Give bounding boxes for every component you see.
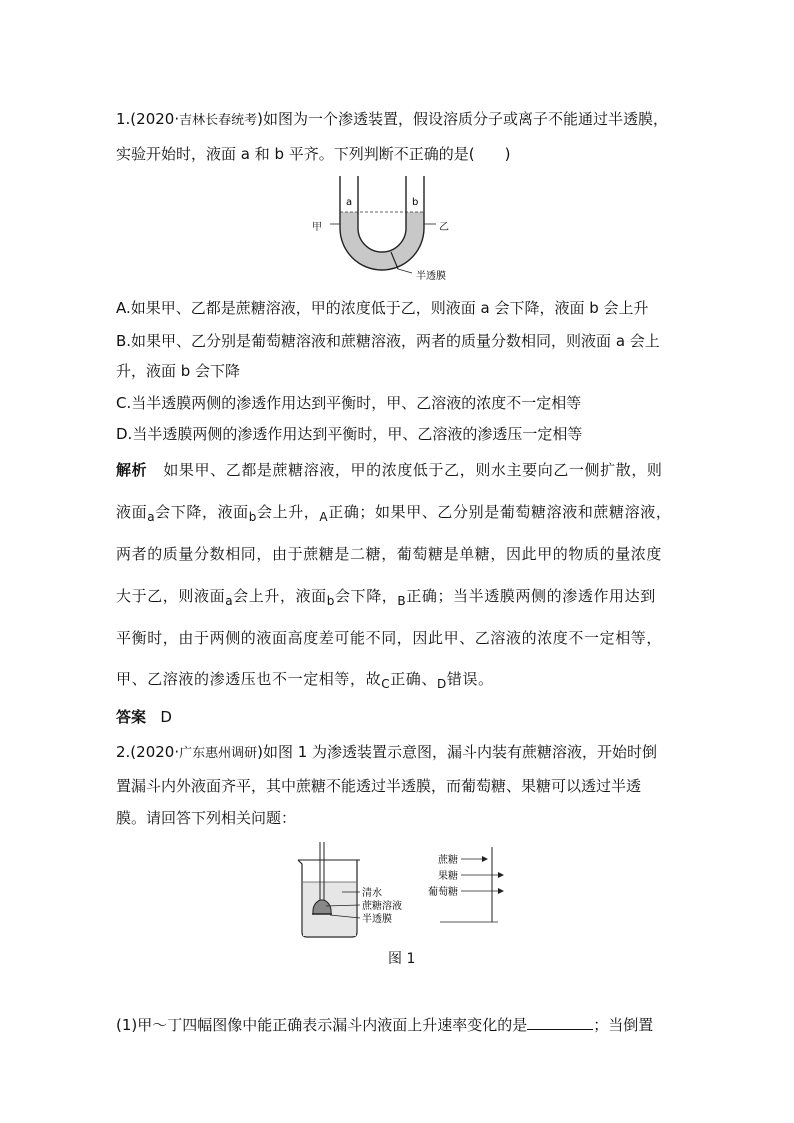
q1-text-line2: 实验开始时，液面 a 和 b 平齐。下列判断不正确的是( ) bbox=[116, 145, 511, 163]
label-a: a bbox=[346, 197, 353, 208]
answer-line bbox=[116, 707, 681, 727]
q1-source: 吉林长春统考 bbox=[179, 113, 258, 128]
option-b-line1: B.如果甲、乙分别是葡萄糖溶液和蔗糖溶液，两者的质量分数相同，则液面 a 会上 bbox=[116, 332, 660, 350]
q2-text-line3: 膜。请回答下列相关问题： bbox=[116, 809, 297, 827]
label-b: b bbox=[412, 197, 419, 208]
beaker-figure bbox=[290, 842, 510, 942]
arrowhead-sucrose bbox=[482, 856, 488, 862]
q2-source: 广东惠州调研 bbox=[179, 746, 258, 761]
label-jia: 甲 bbox=[312, 222, 322, 233]
arrowhead-fructose bbox=[498, 872, 504, 878]
explanation-line5: 平衡时，由于两侧的液面高度差可能不同，因此甲、乙溶液的浓度不一定相等， bbox=[116, 629, 663, 647]
answer-blank[interactable] bbox=[527, 1015, 593, 1030]
label-membrane-2: 半透膜 bbox=[362, 914, 392, 925]
option-d: D.当半透膜两侧的渗透作用达到平衡时，甲、乙溶液的渗透压一定相等 bbox=[116, 425, 583, 443]
membrane-leader bbox=[398, 269, 412, 273]
explanation-line3: 两者的质量分数相同，由于蔗糖是二糖，葡萄糖是单糖，因此甲的物质的量浓度 bbox=[116, 545, 663, 563]
figure-1-caption: 图 1 bbox=[388, 951, 416, 967]
q1-text-line1: 1.(2020·吉林长春统考)如图为一个渗透装置，假设溶质分子或离子不能通过半透膜， bbox=[116, 110, 668, 128]
explanation-line6: 甲、乙溶液的渗透压也不一定相等，故$_C$正确、$_D$错误。 bbox=[116, 670, 494, 691]
answer-label: 答案 bbox=[116, 708, 147, 726]
label-glucose: 葡萄糖 bbox=[428, 887, 458, 898]
q2-text-line2: 置漏斗内外液面齐平，其中蔗糖不能透过半透膜，而葡萄糖、果糖可以透过半透 bbox=[116, 777, 642, 795]
u-tube-inner-wall bbox=[358, 176, 406, 252]
u-tube-liquid bbox=[340, 212, 424, 270]
explanation-line4: 大于乙，则液面$_a$会上升，液面$_b$会下降，$_B$正确；当半透膜两侧的渗透作用达到 bbox=[116, 587, 656, 608]
label-yi: 乙 bbox=[439, 222, 449, 233]
u-tube-figure bbox=[330, 176, 480, 286]
answer-value: D bbox=[160, 708, 172, 726]
explanation-line1: 解析 如果甲、乙都是蔗糖溶液，甲的浓度低于乙，则水主要向乙一侧扩散，则 bbox=[116, 461, 663, 479]
option-b-line2: 升，液面 b 会下降 bbox=[116, 362, 241, 380]
option-c: C.当半透膜两侧的渗透作用达到平衡时，甲、乙溶液的浓度不一定相等 bbox=[116, 394, 582, 412]
explanation-line2: 液面$_a$会下降，液面$_b$会上升，$_A$正确；如果甲、乙分别是葡萄糖溶液和蔗糖溶液， bbox=[116, 503, 672, 524]
label-sucrose-solution: 蔗糖溶液 bbox=[362, 901, 402, 912]
arrowhead-glucose bbox=[498, 888, 504, 894]
option-a: A.如果甲、乙都是蔗糖溶液，甲的浓度低于乙，则液面 a 会下降，液面 b 会上升 bbox=[116, 299, 649, 317]
q2-sub1: (1)甲～丁四幅图像中能正确表示漏斗内液面上升速率变化的是 ；当倒置 bbox=[116, 1016, 654, 1034]
label-membrane: 半透膜 bbox=[416, 271, 446, 282]
label-fructose: 果糖 bbox=[438, 871, 458, 882]
label-water: 清水 bbox=[362, 888, 382, 899]
explanation-label: 解析 bbox=[116, 461, 148, 479]
q2-text-line1: 2.(2020·广东惠州调研)如图 1 为渗透装置示意图，漏斗内装有蔗糖溶液，开始时倒 bbox=[116, 743, 658, 761]
label-sucrose: 蔗糖 bbox=[438, 855, 458, 866]
